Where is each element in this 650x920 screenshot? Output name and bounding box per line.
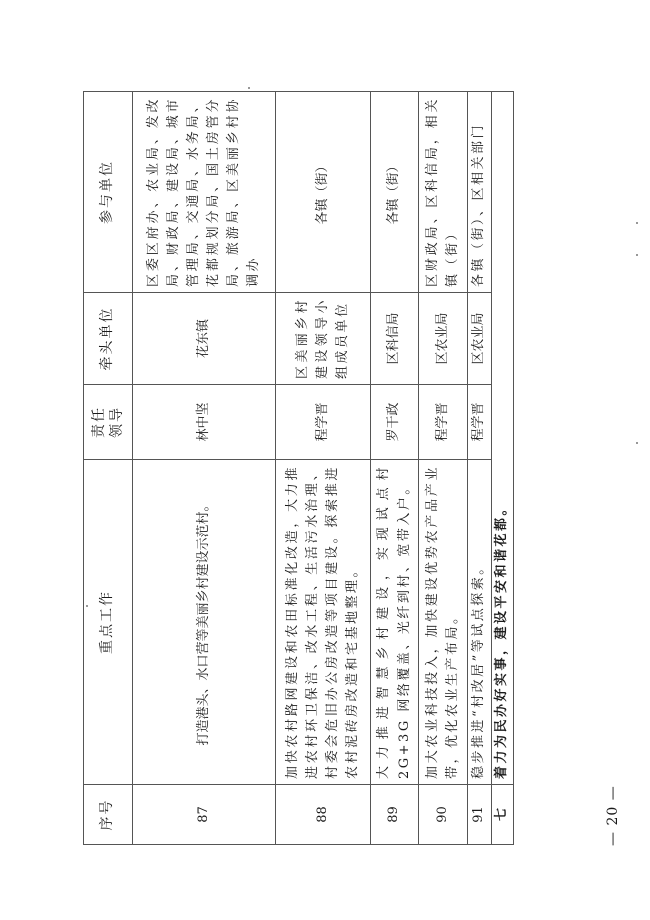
cell-leader: 林中坚 [133,385,276,460]
cell-participants: 区委区府办、农业局、发改局、财政局、建设局、城市管理局、交通局、水务局、花都规划分局、国土房管分局、旅游局、区美丽乡村协调办 [133,92,276,293]
header-serial-no: 序号 [84,785,133,845]
header-leader-line2: 领导 [109,406,125,438]
header-leader-line1: 责任 [90,406,107,438]
table-row [419,92,468,845]
cell-lead-unit: 区农业局 [468,293,492,385]
header-participating-units: 参与单位 [84,92,133,293]
table-row [468,92,492,845]
cell-leader: 罗干政 [371,385,419,460]
page-number: — 20 — [605,785,621,846]
cell-leader: 程学晋 [276,385,371,460]
table-row [371,92,419,845]
cell-participants: 各镇（街） [371,92,419,293]
cell-key-work: 打造港头、水口营等美丽乡村建设示范村。 [133,460,276,785]
table-row [133,92,276,845]
cell-lead-unit: 区美丽乡村建设领导小组成员单位 [276,293,371,385]
section-number: 七 [492,785,514,845]
cell-leader: 程学晋 [468,385,492,460]
scan-speck [636,254,638,256]
cell-leader: 程学晋 [419,385,468,460]
cell-participants: 各镇（街）、区相关部门 [468,92,492,293]
header-responsible-leader [84,385,133,460]
table-row [276,92,371,845]
cell-lead-unit: 区农业局 [419,293,468,385]
cell-participants: 区财政局、区科信局，相关镇（街） [419,92,468,293]
scan-speck [636,442,638,444]
scan-speck [636,222,638,224]
scan-speck [86,605,88,607]
table-header-row [84,92,133,845]
scan-speck [248,87,250,89]
cell-key-work: 加快农村路网建设和农田标准化改造，大力推进农村环卫保洁、改水工程、生活污水治理、村委会危旧办公房改造等项目建设。探索推进农村泥砖房改造和宅基地整理。 [276,460,371,785]
cell-key-work: 加大农业科技投入，加快建设优势农产品产业带，优化农业生产布局。 [419,460,468,785]
cell-lead-unit: 花东镇 [133,293,276,385]
cell-participants: 各镇（街） [276,92,371,293]
header-lead-unit: 牵头单位 [84,293,133,385]
cell-lead-unit: 区科信局 [371,293,419,385]
rotated-document-page [83,92,510,845]
key-tasks-table [83,91,514,845]
cell-key-work: 大力推进智慧乡村建设，实现试点村 2G+3G 网络覆盖、光纤到村、宽带入户。 [371,460,419,785]
cell-key-work: 稳步推进“村改居”等试点探索。 [468,460,492,785]
cell-serial-no: 89 [371,785,419,845]
cell-serial-no: 90 [419,785,468,845]
cell-serial-no: 88 [276,785,371,845]
cell-serial-no: 91 [468,785,492,845]
section-title: 着力为民办好实事，建设平安和谐花都。 [492,92,514,785]
header-key-work: 重点工作 [84,460,133,785]
cell-serial-no: 87 [133,785,276,845]
section-row [492,92,514,845]
